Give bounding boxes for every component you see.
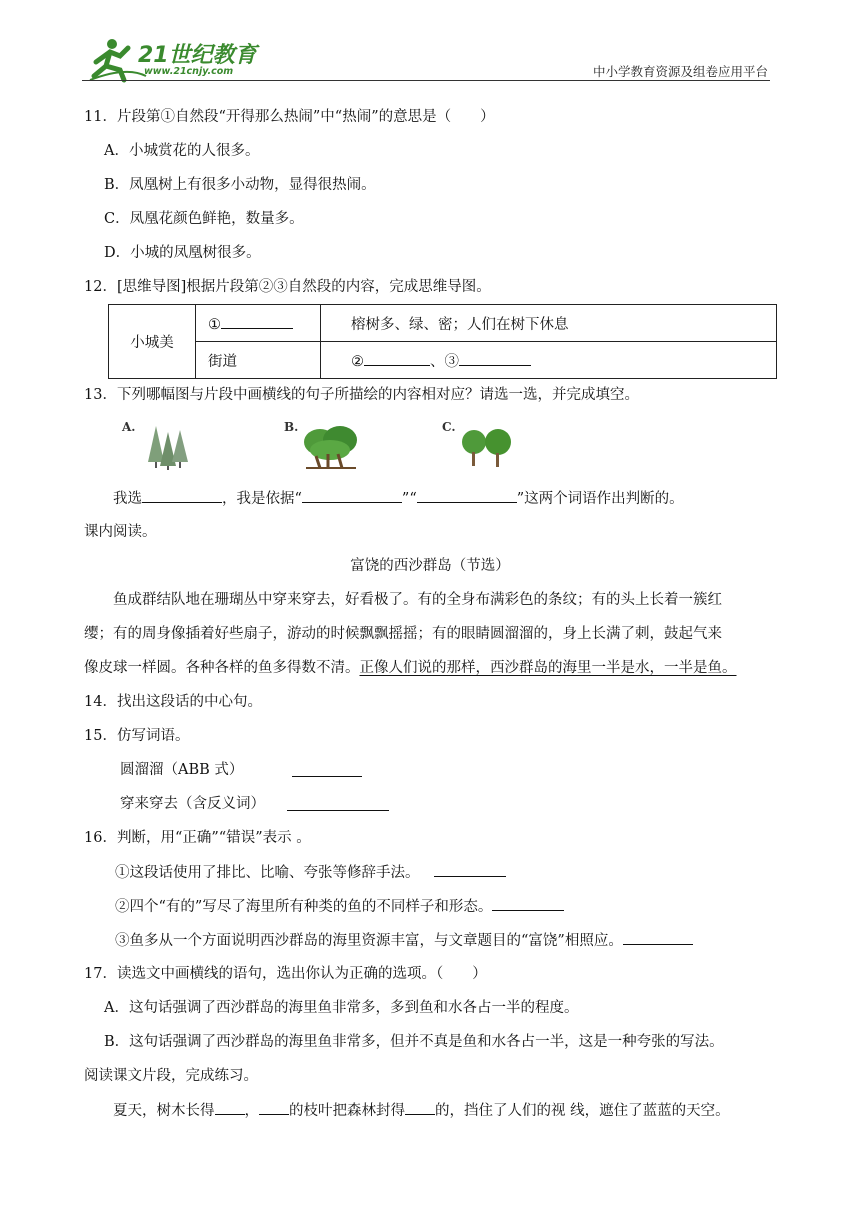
answer-blank-seal[interactable] bbox=[405, 1100, 435, 1115]
answer-blank-1[interactable] bbox=[221, 314, 293, 329]
answer-blank-3[interactable] bbox=[459, 351, 531, 366]
passage-line-3: 像皮球一样圆。各种各样的鱼多得数不清。正像人们说的那样，西沙群岛的海里一半是水，一半是鱼。 bbox=[84, 660, 737, 676]
q11-option-a: A．小城赏花的人很多。 bbox=[104, 143, 260, 159]
pine-trees-icon bbox=[144, 422, 190, 470]
answer-blank-antonym[interactable] bbox=[287, 796, 389, 811]
q12-stem: 12．[思维导图]根据片段第②③自然段的内容，完成思维导图。 bbox=[84, 279, 491, 295]
q13-option-a[interactable]: A. bbox=[122, 420, 192, 470]
q11-option-c: C．凤凰花颜色鲜艳，数量多。 bbox=[104, 211, 304, 227]
q17-option-b: B．这句话强调了西沙群岛的海里鱼非常多，但并不真是鱼和水各占一半，这是一种夸张的写法。 bbox=[104, 1034, 724, 1050]
logo-url: www.21cnjy.com bbox=[144, 66, 234, 77]
answer-blank-judge-3[interactable] bbox=[623, 930, 693, 945]
answer-blank-judge-1[interactable] bbox=[434, 862, 506, 877]
answer-blank-choice[interactable] bbox=[142, 488, 222, 503]
q13-option-b[interactable]: B. bbox=[284, 420, 364, 470]
two-trees-icon bbox=[460, 428, 514, 470]
answer-blank-abb[interactable] bbox=[292, 762, 362, 777]
platform-name: 中小学教育资源及组卷应用平台 bbox=[592, 64, 768, 79]
answer-blank-word1[interactable] bbox=[302, 488, 402, 503]
q15-item-2: 穿来穿去（含反义词） bbox=[120, 796, 265, 812]
q15-stem: 15．仿写词语。 bbox=[84, 728, 190, 744]
q17-stem: 17．读选文中画横线的语句，选出你认为正确的选项。（ ） bbox=[84, 966, 487, 982]
passage-line-2: 缨；有的周身像插着好些扇子，游动的时候飘飘摇摇；有的眼睛圆溜溜的，身上长满了刺，鼓起气来 bbox=[84, 626, 722, 642]
logo-text: 21世纪教育 bbox=[138, 43, 257, 68]
underlined-sentence: 正像人们说的那样，西沙群岛的海里一半是水，一半是鱼。 bbox=[359, 660, 737, 676]
passage-title: 富饶的西沙群岛（节选） bbox=[350, 558, 510, 574]
q13-stem: 13．下列哪幅图与片段中画横线的句子所描绘的内容相对应？请选一选，并完成填空。 bbox=[84, 387, 639, 403]
mind-map-table bbox=[108, 304, 777, 379]
site-logo bbox=[86, 36, 256, 84]
reading-intro: 课内阅读。 bbox=[84, 524, 157, 540]
q16-statement-3: ③鱼多从一个方面说明西沙群岛的海里资源丰富，与文章题目的“富饶”相照应。 bbox=[115, 930, 693, 951]
q11-stem: 11．片段第①自然段“开得那么热闹”中“热闹”的意思是（ ） bbox=[84, 109, 495, 125]
q15-item-1: 圆溜溜（ABB 式） bbox=[120, 762, 244, 778]
mind-map-row1-label: ① bbox=[196, 305, 321, 342]
q16-statement-1: ①这段话使用了排比、比喻、夸张等修辞手法。 bbox=[115, 862, 506, 883]
answer-blank-2[interactable] bbox=[364, 351, 430, 366]
answer-blank-word2[interactable] bbox=[417, 488, 517, 503]
q16-statement-2: ②四个“有的”写尽了海里所有种类的鱼的不同样子和形态。 bbox=[115, 896, 564, 917]
q14-stem: 14．找出这段话的中心句。 bbox=[84, 694, 262, 710]
last-intro: 阅读课文片段，完成练习。 bbox=[84, 1068, 258, 1084]
mind-map-row2-label: 街道 bbox=[196, 342, 321, 379]
q17-option-a: A．这句话强调了西沙群岛的海里鱼非常多，多到鱼和水各占一半的程度。 bbox=[104, 1000, 579, 1016]
answer-blank-judge-2[interactable] bbox=[492, 896, 564, 911]
answer-blank-branches[interactable] bbox=[259, 1100, 289, 1115]
banyan-tree-icon bbox=[302, 424, 360, 470]
q13-fill-line: 我选 ，我是依据“ ”“ ”这两个词语作出判断的。 bbox=[113, 488, 684, 509]
passage-line-1: 鱼成群结队地在珊瑚丛中穿来穿去，好看极了。有的全身布满彩色的条纹；有的头上长着一簇红 bbox=[113, 592, 722, 608]
last-paragraph: 夏天，树木长得 ， 的枝叶把森林封得 的，挡住了人们的视 线，遮住了蓝蓝的天空。 bbox=[113, 1100, 730, 1121]
q13-option-c[interactable]: C. bbox=[442, 420, 522, 470]
mind-map-root: 小城美 bbox=[109, 305, 196, 379]
mind-map-row1-text: 榕树多、绿、密；人们在树下休息 bbox=[321, 305, 777, 342]
mind-map-row2-blanks: ② 、③ bbox=[321, 342, 777, 379]
q11-option-b: B．凤凰树上有很多小动物，显得很热闹。 bbox=[104, 177, 376, 193]
q11-option-d: D．小城的凤凰树很多。 bbox=[104, 245, 261, 261]
q16-stem: 16．判断，用“正确”“错误”表示 。 bbox=[84, 830, 311, 846]
header-divider bbox=[82, 80, 770, 81]
answer-blank-grow[interactable] bbox=[215, 1100, 245, 1115]
